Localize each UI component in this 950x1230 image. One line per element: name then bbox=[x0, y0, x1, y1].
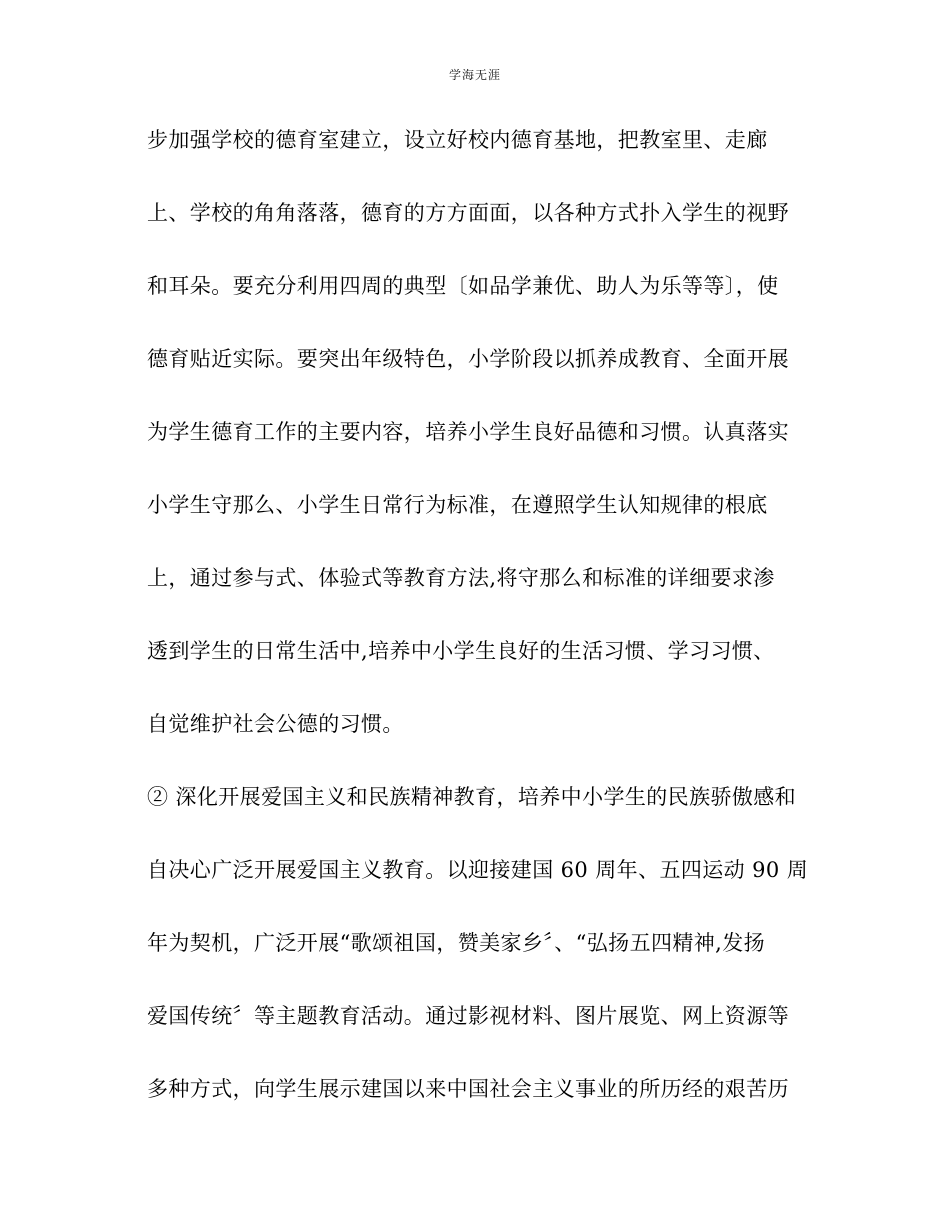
text-line: 为学生德育工作的主要内容，培养小学生良好品德和习惯。认真落实 bbox=[147, 420, 789, 444]
page-header: 学海无涯 bbox=[448, 68, 501, 82]
text-line: 透到学生的日常生活中,培养中小学生良好的生活习惯、学习习惯、 bbox=[147, 639, 775, 663]
document-body bbox=[147, 122, 827, 1144]
text-line: ② 深化开展爱国主义和民族精神教育，培养中小学生的民族骄傲感和 bbox=[147, 785, 797, 809]
text-line: 和耳朵。要充分利用四周的典型〔如品学兼优、助人为乐等等〕，使 bbox=[147, 274, 779, 298]
text-line: 自觉维护社会公德的习惯。 bbox=[147, 712, 404, 736]
text-line: 年为契机，广泛开展“歌颂祖国，赞美家乡〞、“弘扬五四精神,发扬 bbox=[147, 931, 766, 955]
text-line: 爱国传统〞等主题教育活动。通过影视材料、图片展览、网上资源等 bbox=[147, 1004, 789, 1028]
text-line: 小学生守那么、小学生日常行为标准，在遵照学生认知规律的根底 bbox=[147, 493, 768, 517]
text-line: 上、学校的角角落落，德育的方方面面，以各种方式扑入学生的视野 bbox=[147, 201, 789, 225]
text-line: 德育贴近实际。要突出年级特色，小学阶段以抓养成教育、全面开展 bbox=[147, 347, 789, 371]
text-line: 步加强学校的德育室建立，设立好校内德育基地，把教室里、走廊 bbox=[147, 128, 768, 152]
text-line: 多种方式，向学生展示建国以来中国社会主义事业的所历经的艰苦历 bbox=[147, 1077, 789, 1101]
text-line: 自决心广泛开展爱国主义教育。以迎接建国 60 周年、五四运动 90 周 bbox=[147, 858, 809, 882]
text-line: 上，通过参与式、体验式等教育方法,将守那么和标准的详细要求渗 bbox=[147, 566, 775, 590]
